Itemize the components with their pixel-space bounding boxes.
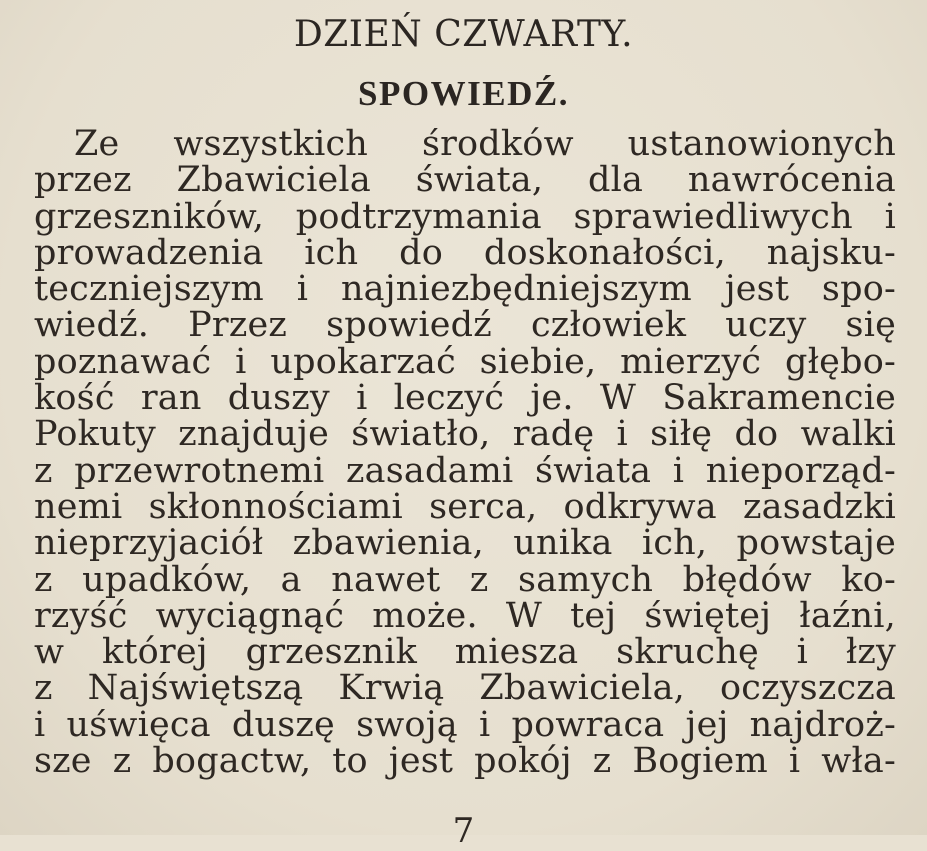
text-line: z upadków, a nawet z samych błędów ko- <box>34 559 896 600</box>
text-line: Pokuty znajduje światło, radę i siłę do walki <box>34 414 896 455</box>
text-line: i uświęca duszę swoją i powraca jej najdroż- <box>34 704 896 745</box>
text-line: poznawać i upokarzać siebie, mierzyć głębo- <box>34 341 896 382</box>
section-title: SPOWIEDŹ. <box>358 74 569 113</box>
text-line: kość ran duszy i leczyć je. W Sakramencie <box>34 378 896 419</box>
text-line: teczniejszym i najniezbędniejszym jest spo- <box>34 269 896 310</box>
text-line: nemi skłonnościami serca, odkrywa zasadzki <box>34 486 896 527</box>
text-line: rzyść wyciągnąć może. W tej świętej łaźni, <box>34 595 896 636</box>
text-line: grzeszników, podtrzymania sprawiedliwych i <box>34 196 896 237</box>
paragraph <box>34 124 896 782</box>
text-line: z Najświętszą Krwią Zbawiciela, oczyszcza <box>34 668 896 709</box>
text-line: nieprzyjaciół zbawienia, unika ich, powstaje <box>34 523 896 564</box>
day-title: DZIEŃ CZWARTY. <box>293 14 634 55</box>
page-number: 7 <box>452 811 475 851</box>
text-line: przez Zbawiciela świata, dla nawrócenia <box>34 160 896 201</box>
text-line: sze z bogactw, to jest pokój z Bogiem i wła- <box>34 741 896 782</box>
text-line: prowadzenia ich do doskonałości, najsku- <box>34 232 896 273</box>
text-line: Ze wszystkich środków ustanowionych <box>74 124 896 164</box>
text-line: w której grzesznik miesza skruchę i łzy <box>34 632 896 673</box>
text-line: z przewrotnemi zasadami świata i nieporząd- <box>34 450 896 491</box>
text-line: wiedź. Przez spowiedź człowiek uczy się <box>34 305 896 346</box>
